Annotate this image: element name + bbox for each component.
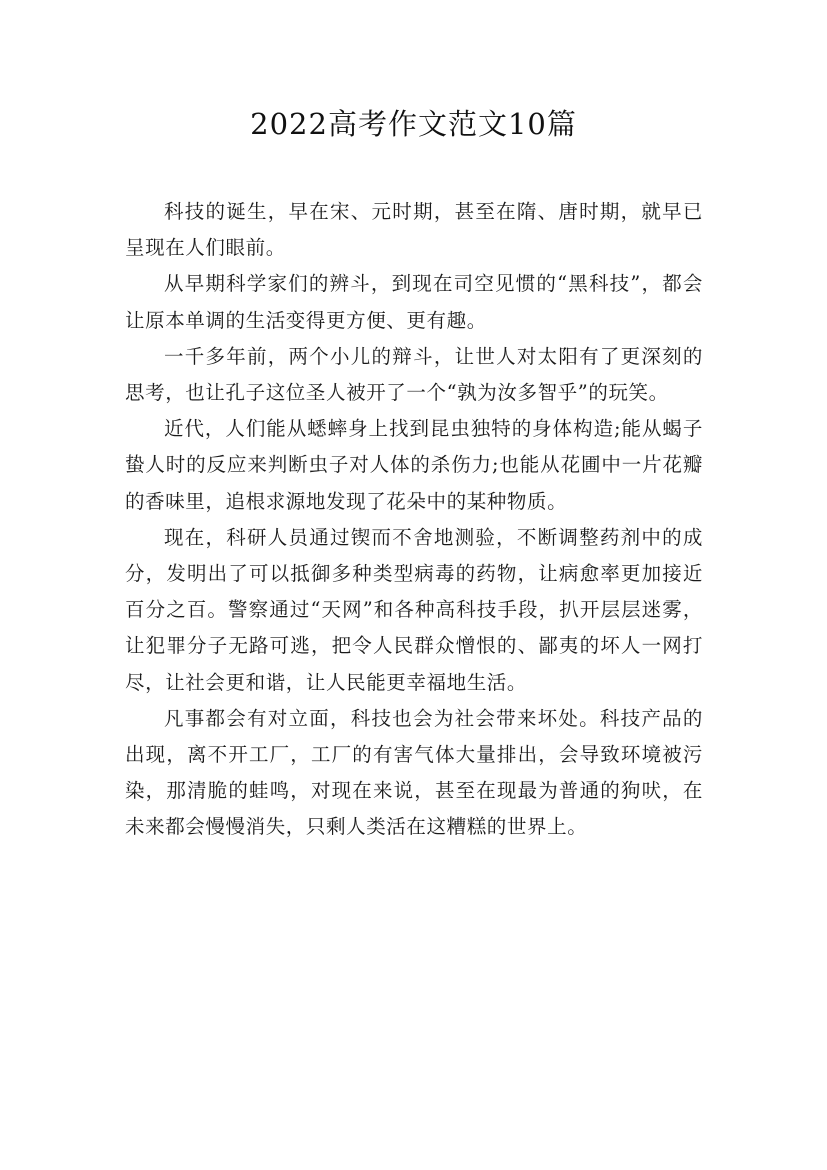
paragraph: 从早期科学家们的辨斗，到现在司空见惯的“黑科技”，都会让原本单调的生活变得更方便、更有趣。	[125, 272, 703, 332]
paragraph: 凡事都会有对立面，科技也会为社会带来坏处。科技产品的出现，离不开工厂，工厂的有害气体大量排出，会导致环境被污染，那清脆的蛙鸣，对现在来说，甚至在现最为普通的狗吠，在未来都会慢慢消失，只剩人类活在这糟糕的世界上。	[125, 706, 703, 839]
paragraph: 一千多年前，两个小儿的辩斗，让世人对太阳有了更深刻的思考，也让孔子这位圣人被开了一个“孰为汝多智乎”的玩笑。	[125, 344, 703, 405]
document-body	[125, 194, 703, 846]
document-title: 2022高考作文范文10篇	[250, 107, 577, 141]
paragraph: 现在，科研人员通过锲而不舍地测验，不断调整药剂中的成分，发明出了可以抵御多种类型病毒的药物，让病愈率更加接近百分之百。警察通过“天网”和各种高科技手段，扒开层层迷雾，让犯罪分子无路可逃，把令人民群众憎恨的、鄙夷的坏人一网打尽，让社会更和谐，让人民能更幸福地生活。	[125, 525, 703, 694]
paragraph: 近代，人们能从蟋蟀身上找到昆虫独特的身体构造;能从蝎子蛰人时的反应来判断虫子对人体的杀伤力;也能从花圃中一片花瓣的香味里，追根求源地发现了花朵中的某种物质。	[125, 417, 703, 513]
paragraph: 科技的诞生，早在宋、元时期，甚至在隋、唐时期，就早已呈现在人们眼前。	[125, 200, 703, 260]
